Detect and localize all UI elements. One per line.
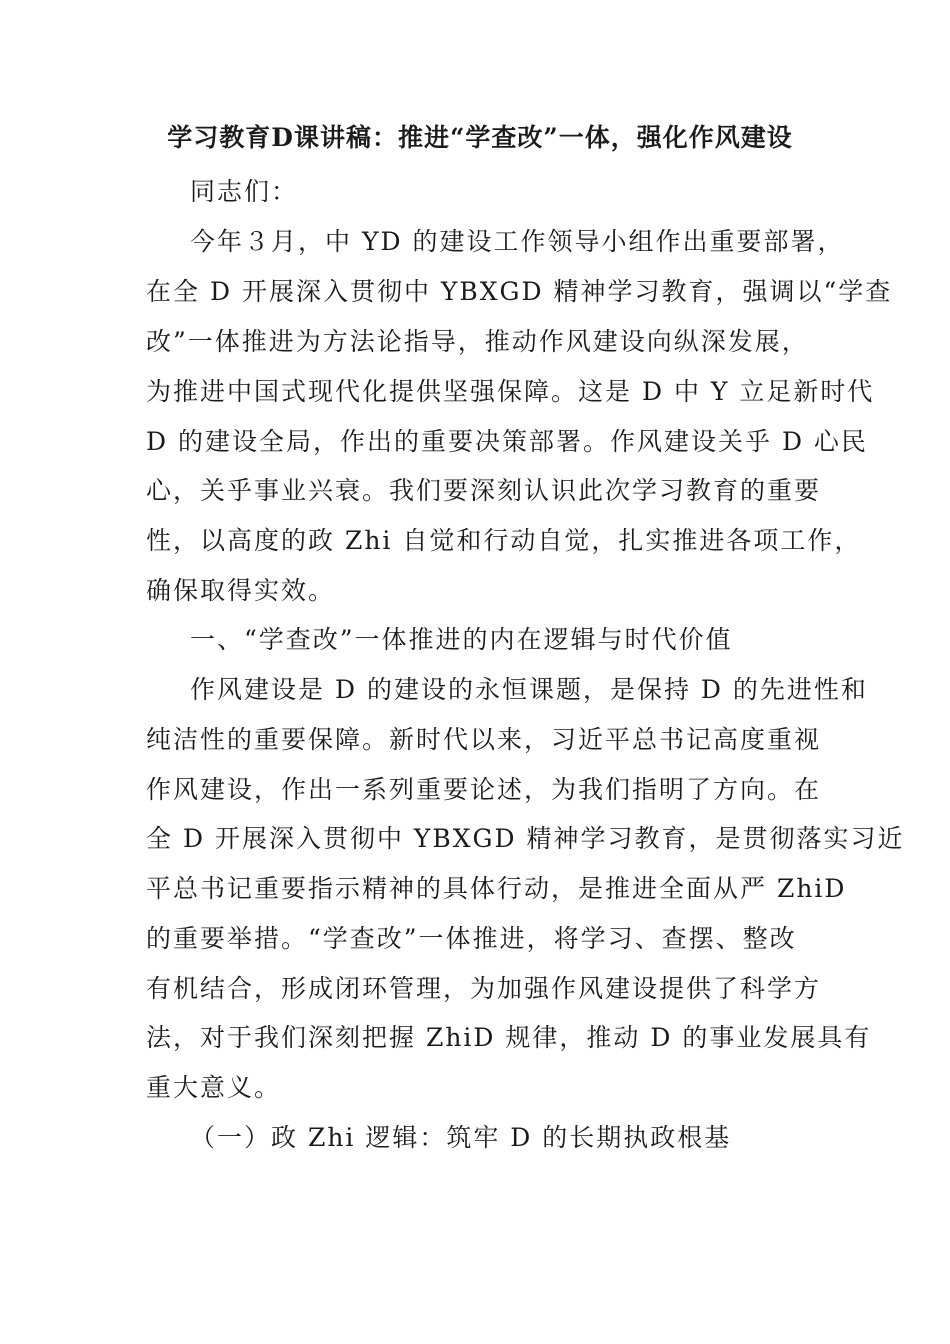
paragraph-line: 法，对于我们深刻把握 ZhiD 规律，推动 D 的事业发展具有 — [146, 1023, 872, 1052]
section-heading: 一、“学查改”一体推进的内在逻辑与时代价值 — [190, 625, 733, 654]
paragraph-line: 作风建设，作出一系列重要论述，为我们指明了方向。在 — [146, 775, 822, 804]
paragraph-line: D 的建设全局，作出的重要决策部署。作风建设关乎 D 心民 — [146, 427, 868, 456]
paragraph-line: 全 D 开展深入贯彻中 YBXGD 精神学习教育，是贯彻落实习近 — [146, 824, 905, 853]
paragraph-line: 性，以高度的政 Zhi 自觉和行动自觉，扎实推进各项工作， — [146, 526, 862, 555]
subsection-heading: （一）政 Zhi 逻辑：筑牢 D 的长期执政根基 — [190, 1123, 732, 1152]
document-title: 学习教育D课讲稿：推进“学查改”一体，强化作风建设 — [167, 123, 793, 152]
paragraph-line: 为推进中国式现代化提供坚强保障。这是 D 中 Y 立足新时代 — [146, 377, 875, 406]
paragraph-line: 纯洁性的重要保障。新时代以来，习近平总书记高度重视 — [146, 725, 822, 754]
paragraph-line: 今年３月，中 YD 的建设工作领导小组作出重要部署， — [190, 227, 845, 256]
paragraph-line: 确保取得实效。 — [146, 576, 336, 605]
paragraph-line: 改”一体推进为方法论指导，推动作风建设向纵深发展， — [146, 327, 809, 356]
paragraph-line: 作风建设是 D 的建设的永恒课题，是保持 D 的先进性和 — [190, 675, 868, 704]
paragraph-line: 在全 D 开展深入贯彻中 YBXGD 精神学习教育，强调以“学查 — [146, 277, 893, 306]
paragraph-line: 有机结合，形成闭环管理，为加强作风建设提供了科学方 — [146, 974, 822, 1003]
paragraph-line: 的重要举措。“学查改”一体推进，将学习、查摆、整改 — [146, 924, 797, 953]
paragraph-line: 心，关乎事业兴衰。我们要深刻认识此次学习教育的重要 — [146, 476, 822, 505]
paragraph-line: 重大意义。 — [146, 1073, 282, 1102]
greeting: 同志们： — [190, 177, 299, 206]
paragraph-line: 平总书记重要指示精神的具体行动，是推进全面从严 ZhiD — [146, 874, 847, 903]
